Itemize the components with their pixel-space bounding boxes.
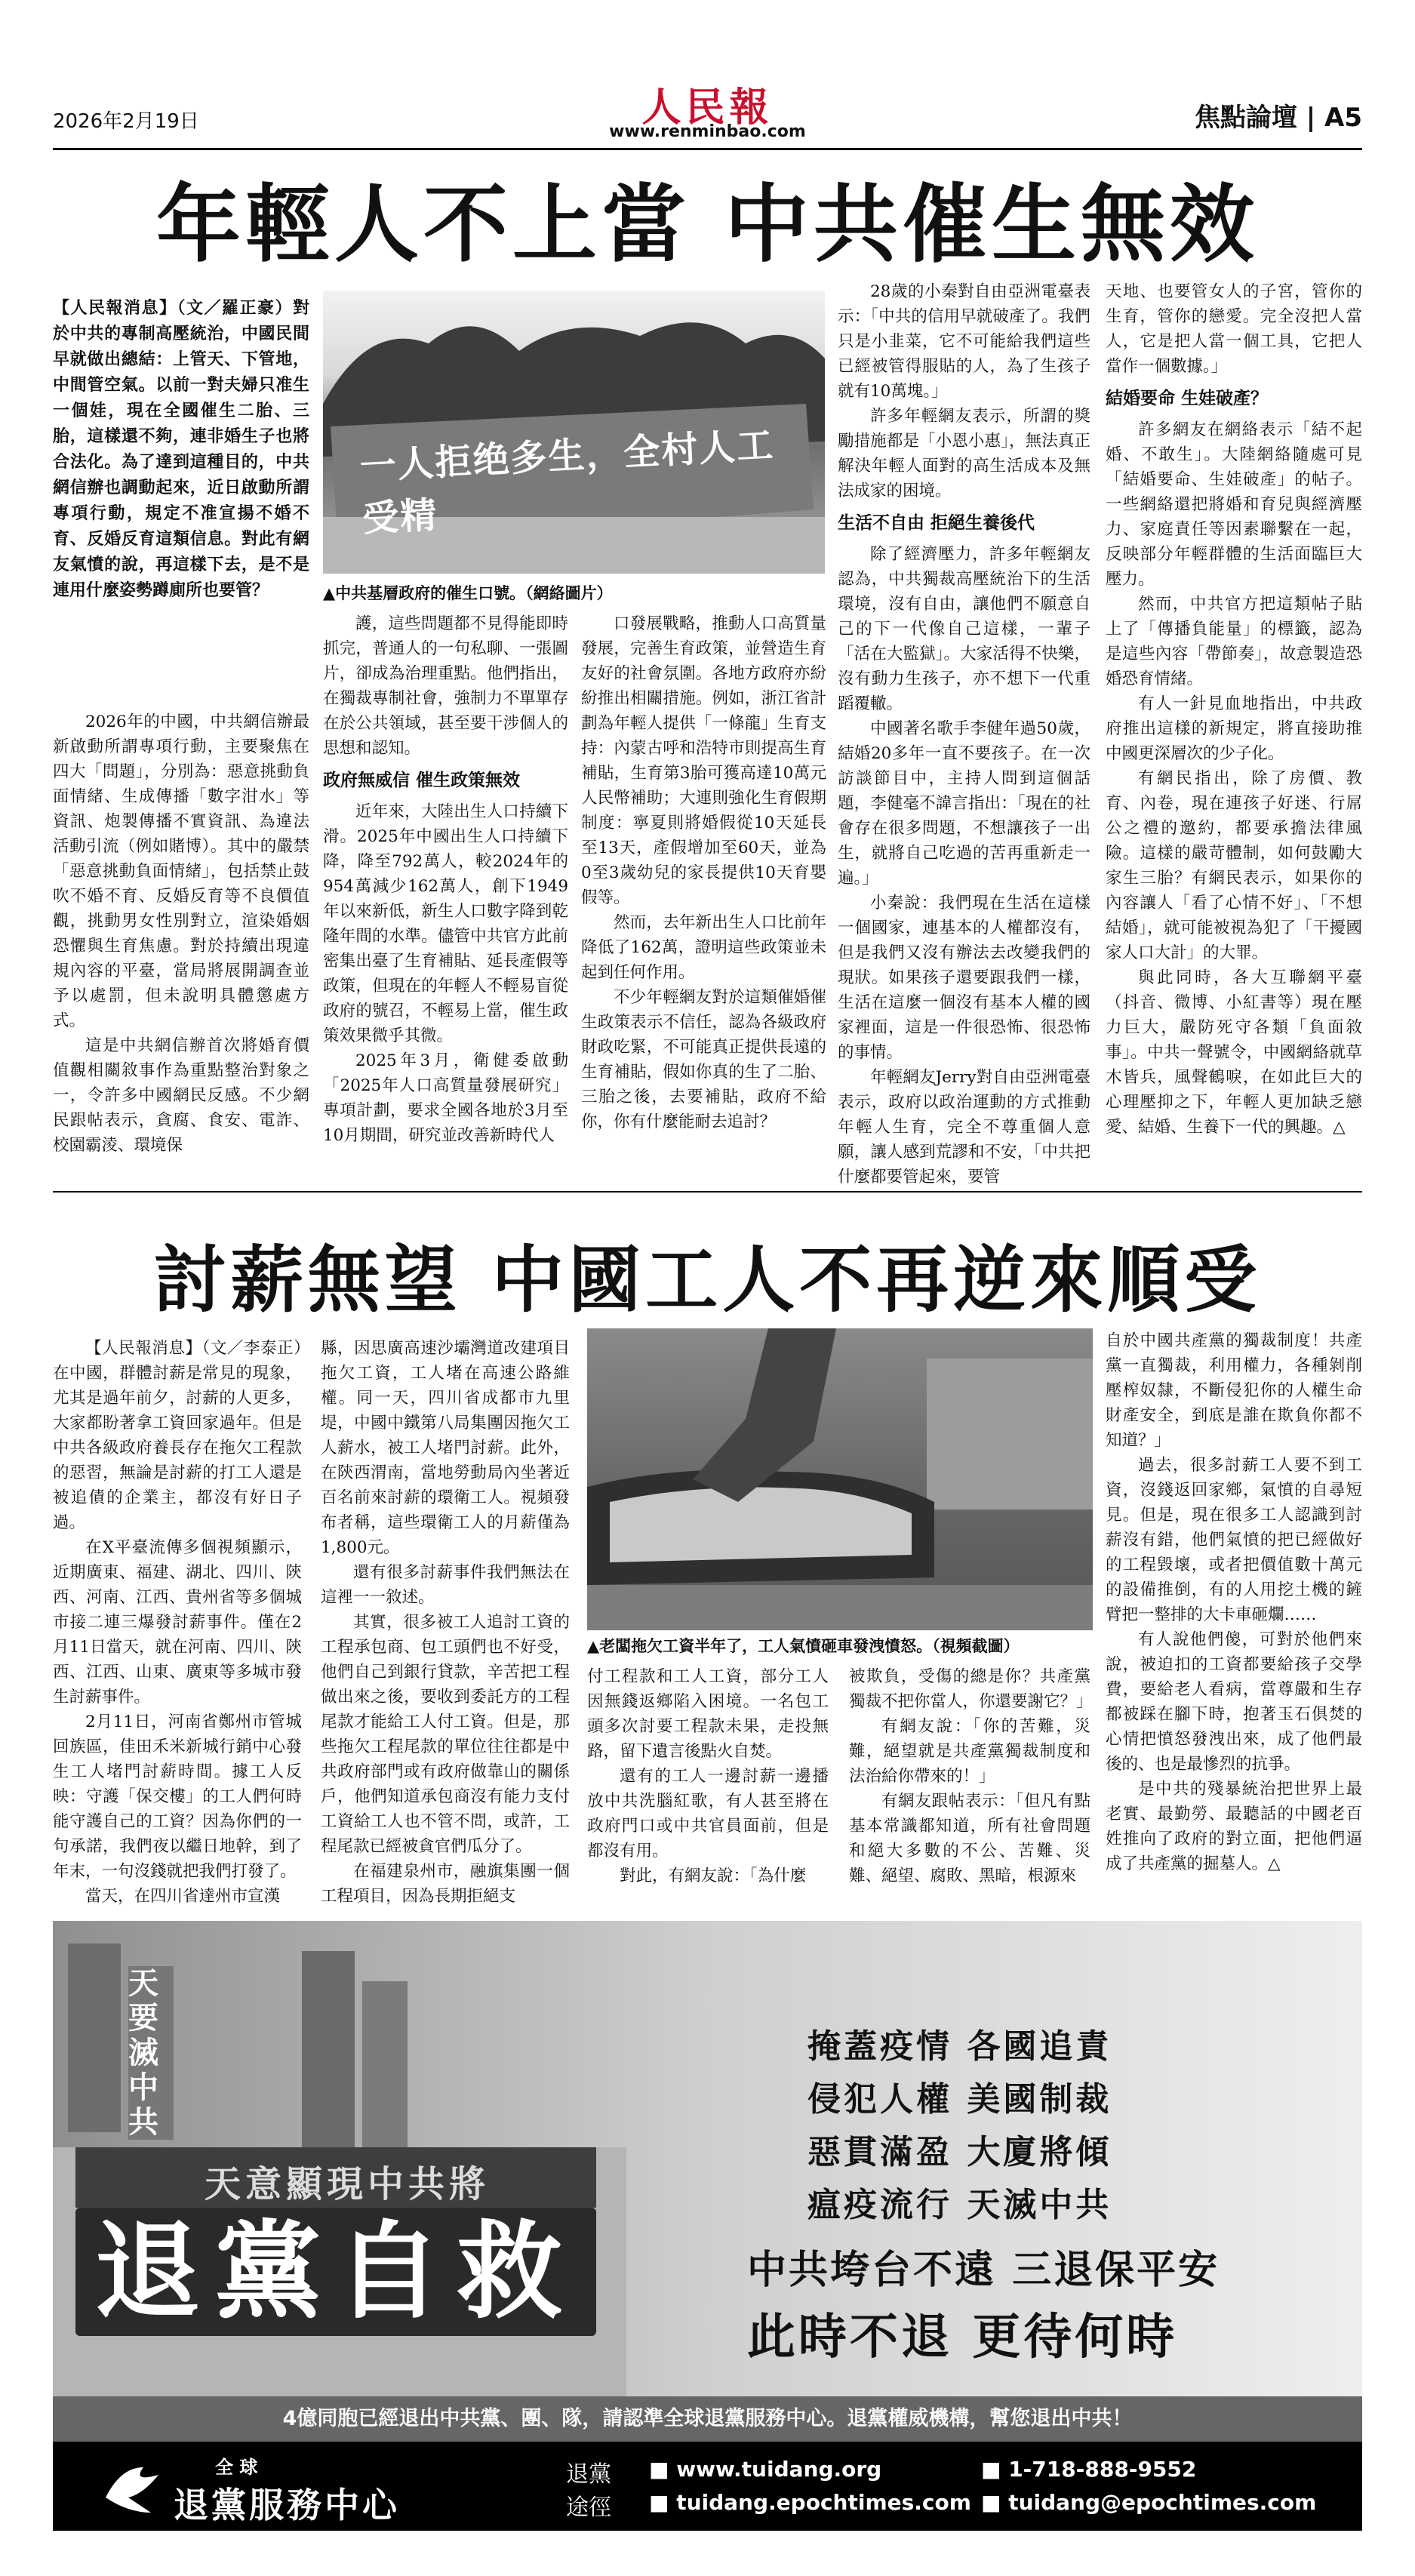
subheading: 結婚要命 生娃破產？ [1106, 389, 1269, 408]
paragraph: 然而，去年新出生人口比前年降低了162萬，證明這些政策並未起到任何作用。 [581, 913, 826, 982]
banner-text: 退黨自救 [94, 2210, 577, 2334]
paragraph: 在福建泉州市，融旗集團一個工程項目，因為長期拒絕支 [321, 1862, 570, 1906]
paragraph: 有網友跟帖表示：「但凡有點基本常識都知道，所有社會問題和絕大多數的不公、苦難、災難、絕望、腐敗、黑暗，根源來 [849, 1792, 1090, 1885]
paragraph: 付工程款和工人工資，部分工人因無錢返鄉陷入困境。一名包工頭多次討要工程款未果，走投無路，留下遺言後點火自焚。 [587, 1667, 829, 1761]
ad-big-slogan: 此時不退 更待何時 [747, 2310, 1178, 2365]
website-link[interactable]: ■ tuidang.epochtimes.com [649, 2490, 971, 2515]
org-name: 退黨服務中心 [174, 2485, 400, 2525]
article1-col5 [1106, 279, 1362, 1140]
paragraph: 許多年輕網友表示，所謂的獎勵措施都是「小恩小惠」，無法真正解決年輕人面對的高生活成本及無法成家的困境。 [838, 407, 1090, 500]
article1-col3 [581, 611, 826, 1134]
route-label: 退黨 [566, 2461, 611, 2488]
paragraph: 近年來，大陸出生人口持續下滑。2025年中國出生人口持續下降，降至792萬人，較2024年的954萬減少162萬人，創下1949年以來新低，新生人口數字降到乾隆年間的水準。儘管中共官方此前密集出臺了生育補貼、延長產假等政策，但現在的年輕人不輕易盲從政府的號召，不輕易上當，催生政策效果微乎其微。 [323, 802, 568, 1045]
article2-col3 [587, 1664, 829, 1888]
paragraph: 小秦說：我們現在生活在這樣一個國家，連基本的人權都沒有，但是我們又沒有辦法去改變我們的現狀。如果孩子還要跟我們一樣，生活在這麼一個沒有基本人權的國家裡面，這是一件很恐怖、很恐怖的事情。 [838, 894, 1090, 1062]
article1-col1 [53, 709, 309, 1158]
paragraph: 縣，因思廣高速沙壩灣道改建項目拖欠工資，工人堵在高速公路維權。同一天，四川省成都市九里堤，中國中鐵第八局集團因拖欠工人薪水，被工人堵門討薪。此外，在陝西渭南，當地勞動局內坐著近百名前來討薪的環衛工人。視頻發布者稱，這些環衛工人的月薪僅為1,800元。 [321, 1339, 570, 1557]
article2-col1 [53, 1336, 302, 1909]
newspaper-url[interactable]: www.renminbao.com [609, 122, 806, 141]
paragraph: 28歲的小秦對自由亞洲電臺表示：「中共的信用早就破產了。我們只是小韭菜，它不可能給我們這些已經被管得服貼的人，為了生孩子就有10萬塊。」 [838, 282, 1090, 401]
article2-col4 [849, 1664, 1093, 1888]
email-text[interactable]: tuidang@epochtimes.com [1008, 2490, 1317, 2515]
ad-big-slogan: 中共垮台不遠 三退保平安 [747, 2248, 1220, 2293]
article1-lead: 【人民報消息】（文／羅正豪）對於中共的專制高壓統治，中國民間早就做出總結：上管天、下管地，中間管空氣。以前一對夫婦只准生一個娃，現在全國催生二胎、三胎，這樣還不夠，連非婚生子也將合法化。為了達到這種目的，中共網信辦也調動起來，近日啟動所謂專項行動，規定不准宣揚不婚不育、反婚反育這類信息。對此有網友氣憤的說，再這樣下去，是不是連用什麼姿勢蹲廁所也要管？ [53, 299, 309, 600]
article2-photo-caption: ▲老闆拖欠工資半年了，工人氣憤砸車發洩憤怒。（視頻截圖） [587, 1637, 1020, 1655]
paragraph: 還有的工人一邊討薪一邊播放中共洗腦紅歌，有人甚至將在政府門口或中共官員面前，但是都沒有用。 [587, 1767, 829, 1860]
article1-headline: 年輕人不上當 中共催生無效 [156, 175, 1259, 274]
photo-sign-text: 一人拒绝多生，全村人工受精 [358, 423, 776, 540]
section-label: 焦點論壇 | A5 [1194, 103, 1362, 133]
website-link[interactable]: ■ www.tuidang.org [649, 2457, 882, 2482]
article2-photo [587, 1328, 1093, 1630]
paragraph: 2026年的中國，中共網信辦最新啟動所謂專項行動，主要聚焦在四大「問題」，分別為：惡意挑動負面情緒、生成傳播「數字泔水」等資訊、炮製傳播不實資訊、為違法活動引流（例如賭博）。其中的嚴禁「惡意挑動負面情緒」，包括禁止鼓吹不婚不育、反婚反育等不良價值觀，挑動男女性別對立，渲染婚姻恐懼與生育焦慮。對於持續出現違規內容的平臺，當局將展開調查並予以處罰，但未說明具體懲處方式。 [53, 712, 309, 1030]
paragraph: 在X平臺流傳多個視頻顯示，近期廣東、福建、湖北、四川、陝西、河南、江西、貴州省等多個城市接二連三爆發討薪事件。僅在2月11日當天，就在河南、四川、陝西、江西、山東、廣東等多城市發生討薪事件。 [53, 1538, 302, 1707]
ad-slogan: 掩蓋疫情 各國追責 [807, 2027, 1112, 2066]
paragraph: 有網友說：「你的苦難，災難，絕望就是共產黨獨裁制度和法治給你帶來的！」 [849, 1717, 1090, 1786]
subheading: 生活不自由 拒絕生養後代 [838, 513, 1035, 533]
paragraph: 2025年3月，衛健委啟動「2025年人口高質量發展研究」專項計劃，要求全國各地於3月至10月期間，研究並改善新時代人 [323, 1051, 568, 1145]
paragraph: 有人一針見血地指出，中共政府推出這樣的新規定，將直接助推中國更深層次的少子化。 [1106, 694, 1362, 763]
paragraph: 天地、也要管女人的子宮，管你的生育，管你的戀愛。完全沒把人當人，它是把人當一個工具，它把人當作一個數據。」 [1106, 282, 1362, 376]
email-address[interactable]: ■ tuidang@epochtimes.com [981, 2490, 1317, 2515]
phone-number[interactable]: ■ 1-718-888-9552 [981, 2457, 1197, 2482]
website-text[interactable]: www.tuidang.org [676, 2457, 882, 2482]
banner-top-text: 天意顯現中共將 [204, 2163, 490, 2205]
paragraph: 有網民指出，除了房價、教育、內卷，現在連孩子好迷、行屌公之禮的邀約，都要承擔法律風險。這樣的嚴苛體制，如何鼓勵大家生三胎？有網民表示，如果你的內容讓人「看了心情不好」、「不想結婚」，就可能被視為犯了「干擾國家人口大計」的大罪。 [1106, 769, 1362, 962]
section-divider [53, 1191, 1362, 1193]
paragraph: 當天，在四川省達州市宣漢 [85, 1887, 281, 1906]
ad-footer [53, 2442, 1362, 2531]
ad-bar: 4億同胞已經退出中共黨、團、隊，請認準全球退黨服務中心。退黨權威機構，幫您退出中共！ [53, 2396, 1362, 2442]
article1-photo-caption: ▲中共基層政府的催生口號。（網絡圖片） [323, 584, 613, 602]
paragraph: 有人說他們傻，可對於他們來說，被迫扣的工資都要給孩子交學費，要給老人看病，當尊嚴和生存都被踩在腳下時，抱著玉石俱焚的心情把憤怒發洩出來，成了他們最後的、也是最慘烈的抗爭。 [1106, 1630, 1362, 1774]
paragraph: 是中共的殘暴統治把世界上最老實、最勤勞、最聽話的中國老百姓推向了政府的對立面，把他們逼成了共產黨的掘墓人。△ [1106, 1780, 1362, 1873]
paragraph: 其實，很多被工人追討工資的工程承包商、包工頭們也不好受，他們自己到銀行貸款，辛苦把工程做出來之後，要收到委託方的工程尾款才能給工人付工資。但是，那些拖欠工程尾款的單位往往都是中共政府部門或有政府做靠山的關係戶，他們知道承包商沒有能力支付工資給工人也不管不問，或許，工程尾款已經被貪官們瓜分了。 [321, 1613, 570, 1856]
paragraph: 中國著名歌手李健年過50歲，結婚20多年一直不要孩子。在一次訪談節目中，主持人問到這個話題，李健毫不諱言指出：「現在的社會存在很多問題，不想讓孩子一出生，就將自己吃過的苦再重新走一遍。」 [838, 719, 1090, 888]
website-text[interactable]: tuidang.epochtimes.com [676, 2490, 971, 2515]
page-date: 2026年2月19日 [53, 110, 199, 133]
paragraph: 不少年輕網友對於這類催婚催生政策表示不信任，認為各級政府財政吃緊，不可能真正提供長遠的生育補貼，假如你真的生了二胎、三胎之後，去要補貼，政府不給你，你有什麼能耐去追討？ [581, 988, 826, 1131]
paragraph: 自於中國共產黨的獨裁制度！共產黨一直獨裁，利用權力，各種剝削壓榨奴隸，不斷侵犯你的人權生命財產安全，到底是誰在欺負你都不知道？」 [1106, 1331, 1362, 1450]
side-sign: 天要滅中共 [128, 1965, 158, 2140]
tuidang-advertisement[interactable] [53, 1921, 1362, 2531]
article2-col5 [1106, 1328, 1362, 1876]
paragraph: 對此，有網友說：「為什麼 [620, 1867, 807, 1885]
paragraph: 還有很多討薪事件我們無法在這裡一一敘述。 [321, 1563, 570, 1607]
photo-scene [587, 1328, 1093, 1630]
paragraph: 與此同時，各大互聯網平臺（抖音、微博、小紅書等）現在壓力巨大，嚴防死守各類「負面敘事」。中共一聲號令，中國網絡就草木皆兵，風聲鶴唳，在如此巨大的心理壓抑之下，年輕人更加缺乏戀愛、結婚、生養下一代的興趣。△ [1106, 968, 1362, 1137]
route-label: 途徑 [566, 2494, 611, 2521]
subheading: 政府無威信 催生政策無效 [323, 771, 521, 790]
article1-col4 [838, 279, 1090, 1190]
paragraph: 口發展戰略，推動人口高質量發展，完善生育政策，並營造生育友好的社會氛圍。各地方政府亦紛紛推出相關措施。例如，浙江省計劃為年輕人提供「一條龍」生育支持：內蒙古呼和浩特市則提高生育補貼，生育第3胎可獲高達10萬元人民幣補助；大連則強化生育假期制度：寧夏則將婚假從10天延長至13天，產假增加至60天，並為0至3歲幼兒的家長提供10天育嬰假等。 [581, 614, 826, 907]
article2-headline: 討薪無望 中國工人不再逆來順受 [153, 1237, 1262, 1322]
paragraph: 許多網友在網絡表示「結不起婚、不敢生」。大陸網絡隨處可見「結婚要命、生娃破產」的帖子。一些網絡還把將婚和育兒與經濟壓力、家庭責任等因素聯繫在一起，反映部分年輕群體的生活面臨巨大壓力。 [1106, 420, 1362, 589]
ad-slogan: 惡貫滿盈 大廈將傾 [807, 2133, 1112, 2171]
header-rule [53, 148, 1362, 150]
paragraph: 然而，中共官方把這類帖子貼上了「傳播負能量」的標籤，認為是這些內容「帶節奏」，故意製造恐婚恐育情緒。 [1106, 595, 1362, 688]
paragraph: 除了經濟壓力，許多年輕網友認為，中共獨裁高壓統治下的生活環境，沒有自由，讓他們不願意自己的下一代像自己這樣，一輩子「活在大監獄」。大家活得不快樂，沒有動力生孩子，亦不想下一代重蹈覆轍。 [838, 545, 1090, 713]
article1-col2 [323, 611, 568, 1148]
ad-slogan: 侵犯人權 美國制裁 [807, 2080, 1112, 2119]
paragraph: 年輕網友Jerry對自由亞洲電臺表示，政府以政治運動的方式推動年輕人生育，完全不尊重個人意願，讓人感到荒謬和不安，「中共把什麼都要管起來，要管 [838, 1068, 1090, 1186]
article2-col2 [321, 1336, 570, 1909]
paragraph: 這是中共網信辦首次將婚育價值觀相關敘事作為重點整治對象之一，令許多中國網民反感。不少網民跟帖表示，貪腐、食安、電詐、校園霸淩、環境保 [53, 1036, 309, 1155]
paragraph: 被欺負，受傷的總是你？共產黨獨裁不把你當人，你還要謝它？」 [849, 1667, 1093, 1711]
ad-slogan: 瘟疫流行 天滅中共 [807, 2186, 1112, 2224]
newspaper-logo: 人民報 [641, 85, 774, 131]
paragraph: 【人民報消息】（文／李泰正）在中國，群體討薪是常見的現象，尤其是過年前夕，討薪的人更多，大家都盼著拿工資回家過年。但是中共各級政府養長存在拖欠工程款的惡習，無論是討薪的打工人還是被追債的企業主，都沒有好日子過。 [53, 1339, 302, 1532]
paragraph: 護，這些問題都不見得能即時抓完，普通人的一句私聊、一張圖片，卻成為治理重點。他們指出，在獨裁專制社會，強制力不單單存在於公共領域，甚至要干涉個人的思想和認知。 [323, 614, 568, 758]
org-small: 全 球 [215, 2457, 258, 2478]
article1-photo [323, 291, 825, 574]
paragraph: 過去，很多討薪工人要不到工資，沒錢返回家鄉，氣憤的自尋短見。但是，現在很多工人認識到討薪沒有錯，他們氣憤的把已經做好的工程毀壞，或者把價值數十萬元的設備推倒，有的人用挖土機的鏟臂把一整排的大卡車砸爛…… [1106, 1456, 1362, 1624]
paragraph: 2月11日，河南省鄭州市管城回族區，佳田禾米新城行銷中心發生工人堵門討薪時間。據工人反映：守護「保交樓」的工人們何時能守護自己的工資？因為你們的一句承諾，我們夜以繼日地幹，到了年末，一句沒錢就把我們打發了。 [53, 1713, 302, 1881]
phone-text[interactable]: 1-718-888-9552 [1008, 2457, 1197, 2482]
dove-icon [98, 2452, 166, 2520]
